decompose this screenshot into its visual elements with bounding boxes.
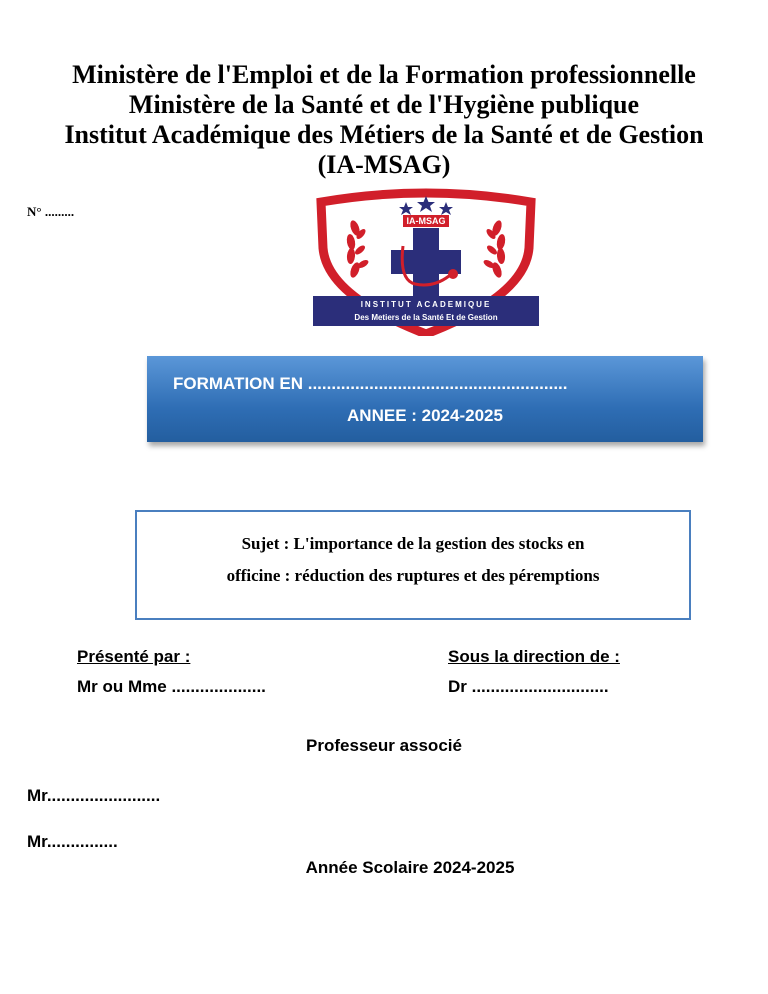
associate-professor-label: Professeur associé: [306, 736, 462, 755]
associate-professor-1: Mr........................: [27, 786, 161, 805]
director-label: Sous la direction de :: [448, 647, 620, 666]
ministry-employment: Ministère de l'Emploi et de la Formation professionnelle: [72, 60, 696, 89]
ministry-health: Ministère de la Santé et de l'Hygiène publique: [128, 90, 640, 119]
logo-acronym: IA-MSAG: [406, 216, 446, 226]
presenter-label: Présenté par :: [77, 647, 191, 666]
director-name: Dr .............................: [448, 677, 609, 696]
presenter-name: Mr ou Mme ....................: [77, 677, 266, 696]
formation-banner: [147, 356, 703, 442]
institution-header: [0, 60, 768, 180]
institute-acronym: (IA-MSAG): [317, 150, 451, 179]
subject-line-2: officine : réduction des ruptures et des péremptions: [226, 566, 600, 585]
logo-ribbon-line1: INSTITUT ACADEMIQUE: [360, 300, 492, 309]
institute-logo: [303, 188, 549, 336]
school-year-footer: Année Scolaire 2024-2025: [305, 858, 515, 877]
formation-field: FORMATION EN .......................................................: [173, 374, 568, 393]
document-number: N° .........: [27, 204, 75, 219]
academic-year-banner: ANNEE : 2024-2025: [347, 406, 503, 425]
logo-ribbon-line2: Des Metiers de la Santé Et de Gestion: [354, 313, 498, 322]
subject-box: [135, 510, 691, 620]
associate-professor-2: Mr...............: [27, 832, 118, 851]
subject-line-1: Sujet : L'importance de la gestion des stocks en: [241, 534, 585, 553]
institute-name: Institut Académique des Métiers de la Santé et de Gestion: [64, 120, 704, 149]
